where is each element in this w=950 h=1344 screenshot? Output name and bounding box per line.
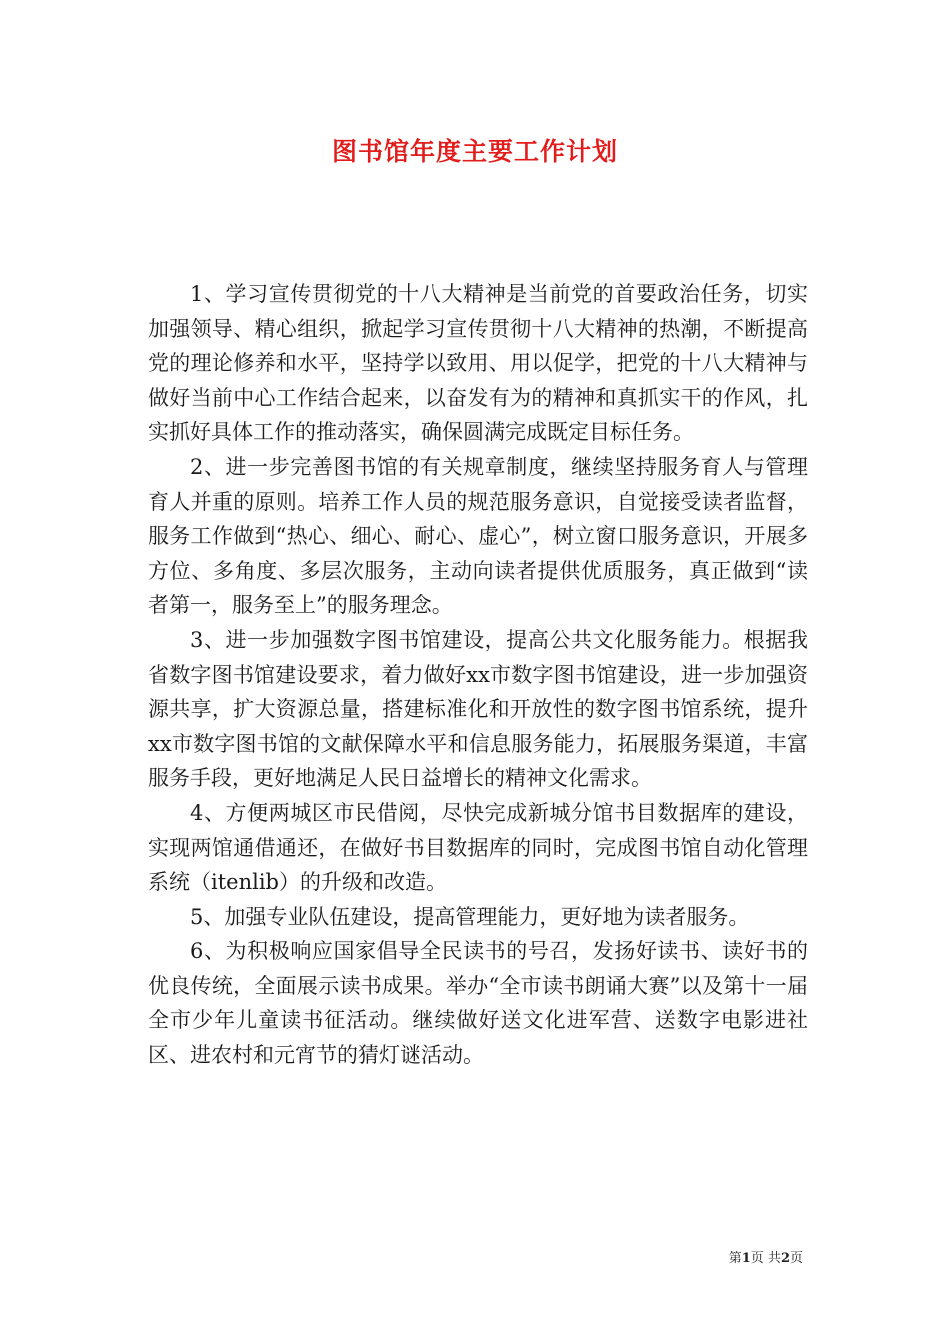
document-body	[148, 277, 808, 1073]
paragraph-6: 6、为积极响应国家倡导全民读书的号召，发扬好读书、读好书的优良传统，全面展示读书成果。举办“全市读书朗诵大赛”以及第十一届全市少年儿童读书征活动。继续做好送文化进军营、送数字电影进社区、进农村和元宵节的猜灯谜活动。	[148, 939, 808, 1068]
footer-prefix: 第	[728, 1251, 742, 1266]
current-page-number: 1	[741, 1251, 751, 1266]
footer-middle: 页 共	[750, 1251, 781, 1266]
paragraph-2: 2、进一步完善图书馆的有关规章制度，继续坚持服务育人与管理育人并重的原则。培养工作人员的规范服务意识，自觉接受读者监督，服务工作做到“热心、细心、耐心、虚心”，树立窗口服务意识，开展多方位、多角度、多层次服务，主动向读者提供优质服务，真正做到“读者第一，服务至上”的服务理念。	[148, 454, 808, 618]
total-page-number: 2	[780, 1251, 790, 1266]
page-number-footer	[729, 1247, 803, 1266]
paragraph-5: 5、加强专业队伍建设，提高管理能力，更好地为读者服务。	[190, 904, 750, 929]
paragraph-3: 3、进一步加强数字图书馆建设，提高公共文化服务能力。根据我省数字图书馆建设要求，着力做好xx市数字图书馆建设，进一步加强资源共享，扩大资源总量，搭建标准化和开放性的数字图书馆系统，提升xx市数字图书馆的文献保障水平和信息服务能力，拓展服务渠道，丰富服务手段，更好地满足人民日益增长的精神文化需求。	[148, 627, 808, 791]
page-title: 图书馆年度主要工作计划	[331, 137, 618, 166]
footer-suffix: 页	[789, 1251, 803, 1266]
paragraph-4: 4、方便两城区市民借阅，尽快完成新城分馆书目数据库的建设，实现两馆通借通还，在做好书目数据库的同时，完成图书馆自动化管理系统（itenlib）的升级和改造。	[148, 800, 808, 895]
paragraph-1: 1、学习宣传贯彻党的十八大精神是当前党的首要政治任务，切实加强领导、精心组织，掀起学习宣传贯彻十八大精神的热潮，不断提高党的理论修养和水平，坚持学以致用、用以促学，把党的十八大精神与做好当前中心工作结合起来，以奋发有为的精神和真抓实干的作风，扎实抓好具体工作的推动落实，确保圆满完成既定目标任务。	[148, 282, 808, 445]
